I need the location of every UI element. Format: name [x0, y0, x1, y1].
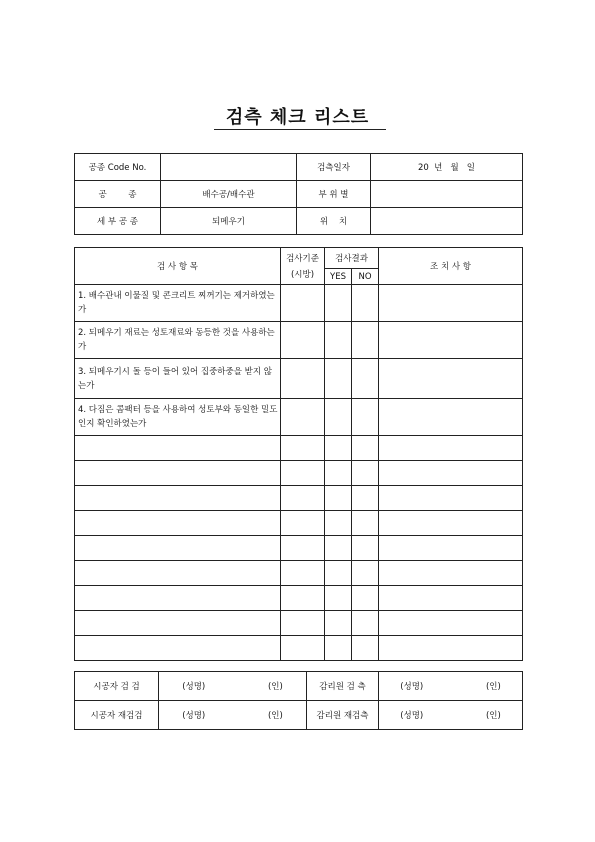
- blank-cell[interactable]: [75, 511, 281, 536]
- col-standard-header: [281, 248, 325, 285]
- blank-cell[interactable]: [325, 561, 352, 586]
- table-row: [75, 561, 523, 586]
- blank-cell[interactable]: [379, 536, 523, 561]
- supervisor-sign-cell[interactable]: [379, 672, 523, 701]
- yes-cell[interactable]: [325, 359, 352, 399]
- check-item: 2. 되메우기 재료는 성토재료와 동등한 것을 사용하는가: [75, 322, 281, 359]
- blank-cell[interactable]: [352, 636, 379, 661]
- blank-cell[interactable]: [75, 486, 281, 511]
- blank-cell[interactable]: [75, 586, 281, 611]
- code-value[interactable]: [161, 154, 297, 181]
- action-cell[interactable]: [379, 399, 523, 436]
- blank-cell[interactable]: [379, 636, 523, 661]
- blank-cell[interactable]: [325, 536, 352, 561]
- blank-cell[interactable]: [281, 586, 325, 611]
- blank-cell[interactable]: [352, 586, 379, 611]
- blank-cell[interactable]: [352, 611, 379, 636]
- blank-cell[interactable]: [281, 636, 325, 661]
- blank-cell[interactable]: [352, 436, 379, 461]
- table-row: [75, 461, 523, 486]
- action-cell[interactable]: [379, 322, 523, 359]
- no-cell[interactable]: [352, 285, 379, 322]
- sign-name-placeholder: (성명): [400, 711, 424, 721]
- standard-cell[interactable]: [281, 322, 325, 359]
- blank-cell[interactable]: [379, 611, 523, 636]
- blank-cell[interactable]: [281, 536, 325, 561]
- table-row: [75, 285, 523, 322]
- blank-cell[interactable]: [325, 511, 352, 536]
- blank-cell[interactable]: [75, 561, 281, 586]
- seal-placeholder: (인): [485, 682, 501, 692]
- table-row: [75, 611, 523, 636]
- sub-label: 세 부 공 종: [75, 208, 161, 235]
- contractor-recheck-label: 시공자 재검검: [75, 701, 159, 730]
- sign-name-placeholder: (성명): [400, 682, 424, 692]
- sub-value[interactable]: 되메우기: [161, 208, 297, 235]
- blank-cell[interactable]: [75, 461, 281, 486]
- header-table: [74, 153, 523, 235]
- date-label: 검측일자: [297, 154, 371, 181]
- code-label: 공종 Code No.: [75, 154, 161, 181]
- blank-cell[interactable]: [325, 611, 352, 636]
- blank-cell[interactable]: [379, 586, 523, 611]
- blank-cell[interactable]: [325, 586, 352, 611]
- blank-cell[interactable]: [281, 486, 325, 511]
- check-item: 1. 배수관내 이물질 및 콘크리트 찌꺼기는 제거하였는가: [75, 285, 281, 322]
- table-row: [75, 536, 523, 561]
- table-row: [75, 322, 523, 359]
- blank-cell[interactable]: [352, 461, 379, 486]
- blank-cell[interactable]: [379, 461, 523, 486]
- no-cell[interactable]: [352, 359, 379, 399]
- table-row: [75, 511, 523, 536]
- contractor-sign-cell[interactable]: [159, 672, 307, 701]
- date-value[interactable]: 20 년 월 일: [371, 154, 523, 181]
- signature-table: [74, 671, 523, 730]
- table-row: [75, 486, 523, 511]
- loc-value[interactable]: [371, 208, 523, 235]
- table-row: [75, 586, 523, 611]
- no-cell[interactable]: [352, 322, 379, 359]
- table-row: [75, 399, 523, 436]
- seal-placeholder: (인): [485, 711, 501, 721]
- blank-cell[interactable]: [281, 611, 325, 636]
- supervisor-check-label: 감리원 검 측: [307, 672, 379, 701]
- blank-cell[interactable]: [75, 536, 281, 561]
- blank-cell[interactable]: [352, 561, 379, 586]
- blank-cell[interactable]: [325, 461, 352, 486]
- page-title: 검측 체크 리스트: [225, 107, 370, 128]
- blank-cell[interactable]: [379, 436, 523, 461]
- blank-cell[interactable]: [281, 461, 325, 486]
- blank-cell[interactable]: [379, 486, 523, 511]
- seal-placeholder: (인): [267, 682, 283, 692]
- work-value[interactable]: 배수공/배수관: [161, 181, 297, 208]
- part-label: 부 위 별: [297, 181, 371, 208]
- loc-label: 위 치: [297, 208, 371, 235]
- standard-cell[interactable]: [281, 359, 325, 399]
- yes-cell[interactable]: [325, 399, 352, 436]
- col-standard-label: 검사기준: [286, 254, 319, 264]
- col-item-header: 검 사 항 목: [75, 248, 281, 285]
- yes-cell[interactable]: [325, 322, 352, 359]
- sign-name-placeholder: (성명): [182, 682, 206, 692]
- check-item: 3. 되메우기시 돌 등이 들어 있어 집중하중을 받지 않는가: [75, 359, 281, 399]
- check-item: 4. 다짐은 콤팩터 등을 사용하여 성토부와 동일한 밀도인지 확인하였는가: [75, 399, 281, 436]
- yes-cell[interactable]: [325, 285, 352, 322]
- title-underline: [214, 129, 386, 130]
- col-standard-sub: (시방): [290, 270, 315, 280]
- table-row: [75, 636, 523, 661]
- action-cell[interactable]: [379, 359, 523, 399]
- no-cell[interactable]: [352, 399, 379, 436]
- work-label: 공 종: [75, 181, 161, 208]
- blank-cell[interactable]: [379, 511, 523, 536]
- sign-name-placeholder: (성명): [182, 711, 206, 721]
- blank-cell[interactable]: [352, 536, 379, 561]
- blank-cell[interactable]: [352, 511, 379, 536]
- table-row: [75, 359, 523, 399]
- part-value[interactable]: [371, 181, 523, 208]
- blank-cell[interactable]: [379, 561, 523, 586]
- blank-cell[interactable]: [281, 511, 325, 536]
- blank-cell[interactable]: [325, 486, 352, 511]
- col-result-header: 검사결과: [325, 248, 379, 269]
- blank-cell[interactable]: [325, 436, 352, 461]
- contractor-check-label: 시공자 검 검: [75, 672, 159, 701]
- blank-cell[interactable]: [281, 436, 325, 461]
- seal-placeholder: (인): [267, 711, 283, 721]
- action-cell[interactable]: [379, 285, 523, 322]
- standard-cell[interactable]: [281, 285, 325, 322]
- blank-cell[interactable]: [352, 486, 379, 511]
- blank-cell[interactable]: [281, 561, 325, 586]
- checklist-table: [74, 247, 523, 661]
- standard-cell[interactable]: [281, 399, 325, 436]
- blank-cell[interactable]: [325, 636, 352, 661]
- blank-cell[interactable]: [75, 636, 281, 661]
- supervisor-resign-cell[interactable]: [379, 701, 523, 730]
- blank-cell[interactable]: [75, 436, 281, 461]
- col-yes-header: YES: [325, 269, 352, 285]
- blank-cell[interactable]: [75, 611, 281, 636]
- col-no-header: NO: [352, 269, 379, 285]
- col-action-header: 조 치 사 항: [379, 248, 523, 285]
- contractor-resign-cell[interactable]: [159, 701, 307, 730]
- supervisor-recheck-label: 감리원 재검측: [307, 701, 379, 730]
- table-row: [75, 436, 523, 461]
